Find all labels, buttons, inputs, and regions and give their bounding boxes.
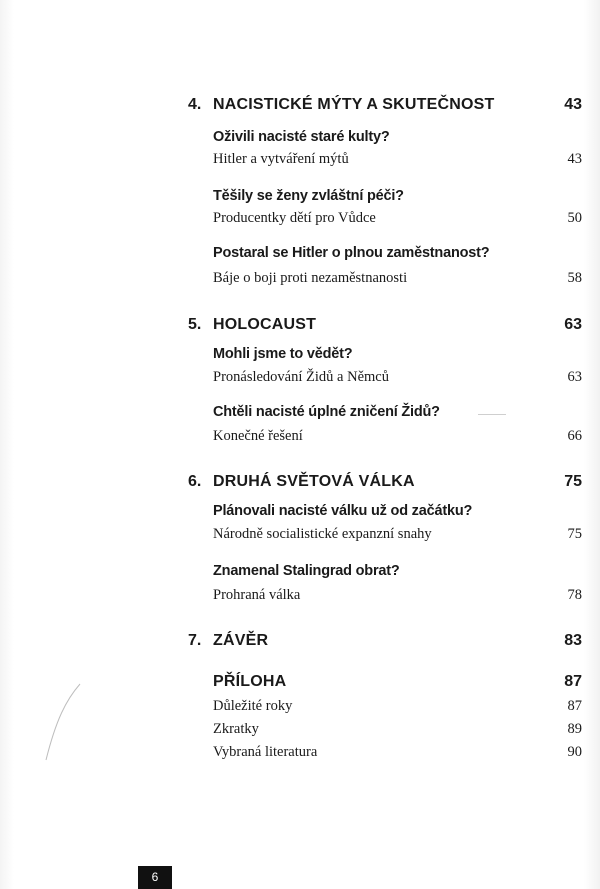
appendix-title: PŘÍLOHA: [213, 673, 287, 690]
chapter-title: DRUHÁ SVĚTOVÁ VÁLKA: [213, 473, 415, 490]
section-subtitle-row: [0, 526, 600, 550]
appendix-item-label: Zkratky: [213, 721, 259, 737]
section-subtitle-row: [0, 210, 600, 234]
section-subtitle: Prohraná válka: [213, 587, 301, 603]
appendix-item-page-number: 89: [567, 721, 582, 737]
section-subtitle: Konečné řešení: [213, 428, 303, 444]
section-question-text: Mohli jsme to vědět?: [213, 346, 353, 362]
section-question: [0, 188, 600, 212]
section-question-text: Znamenal Stalingrad obrat?: [213, 563, 400, 579]
section-subtitle: Hitler a vytváření mýtů: [213, 151, 349, 167]
appendix-heading: [0, 673, 600, 697]
section-page-number: 75: [567, 526, 582, 542]
section-question: [0, 245, 600, 269]
chapter-page-number: 63: [564, 316, 582, 333]
chapter-number: 6.: [188, 473, 202, 490]
appendix-item: [0, 744, 600, 768]
appendix-item-label: Vybraná literatura: [213, 744, 318, 760]
chapter-page-number: 43: [564, 96, 582, 113]
chapter-number: 5.: [188, 316, 202, 333]
chapter-number: 4.: [188, 96, 202, 113]
section-question: [0, 346, 600, 370]
appendix-item: [0, 721, 600, 745]
chapter-title: ZÁVĚR: [213, 632, 269, 649]
section-page-number: 58: [567, 270, 582, 286]
section-subtitle: Producentky dětí pro Vůdce: [213, 210, 376, 226]
chapter-page-number: 75: [564, 473, 582, 490]
section-question-text: Plánovali nacisté válku už od začátku?: [213, 503, 473, 519]
section-question: [0, 129, 600, 153]
section-question: [0, 404, 600, 428]
chapter-4-heading: [0, 96, 600, 120]
section-subtitle: Pronásledování Židů a Němců: [213, 369, 389, 385]
section-subtitle-row: [0, 587, 600, 611]
section-subtitle: Báje o boji proti nezaměstnanosti: [213, 270, 408, 286]
page-number-tab: 6: [138, 866, 172, 889]
section-page-number: 50: [567, 210, 582, 226]
section-page-number: 78: [567, 587, 582, 603]
section-question-text: Chtěli nacisté úplné zničení Židů?: [213, 404, 440, 420]
chapter-page-number: 83: [564, 632, 582, 649]
appendix-page-number: 87: [564, 673, 582, 690]
section-page-number: 66: [567, 428, 582, 444]
chapter-title: NACISTICKÉ MÝTY A SKUTEČNOST: [213, 96, 495, 113]
appendix-item-page-number: 90: [567, 744, 582, 760]
appendix-item-page-number: 87: [567, 698, 582, 714]
section-subtitle-row: [0, 270, 600, 294]
section-question-text: Těšily se ženy zvláštní péči?: [213, 188, 404, 204]
section-question: [0, 563, 600, 587]
chapter-7-heading: [0, 632, 600, 656]
section-question: [0, 503, 600, 527]
section-question-text: Postaral se Hitler o plnou zaměstnanost?: [213, 245, 490, 261]
scan-mark: [478, 414, 506, 415]
section-page-number: 43: [567, 151, 582, 167]
chapter-5-heading: [0, 316, 600, 340]
section-subtitle-row: [0, 151, 600, 175]
section-question-text: Oživili nacisté staré kulty?: [213, 129, 390, 145]
section-subtitle-row: [0, 428, 600, 452]
chapter-title: HOLOCAUST: [213, 316, 317, 333]
section-page-number: 63: [567, 369, 582, 385]
section-subtitle-row: [0, 369, 600, 393]
chapter-6-heading: [0, 473, 600, 497]
chapter-number: 7.: [188, 632, 202, 649]
scan-stroke: [36, 680, 86, 770]
section-subtitle: Národně socialistické expanzní snahy: [213, 526, 432, 542]
appendix-item: [0, 698, 600, 722]
appendix-item-label: Důležité roky: [213, 698, 293, 714]
